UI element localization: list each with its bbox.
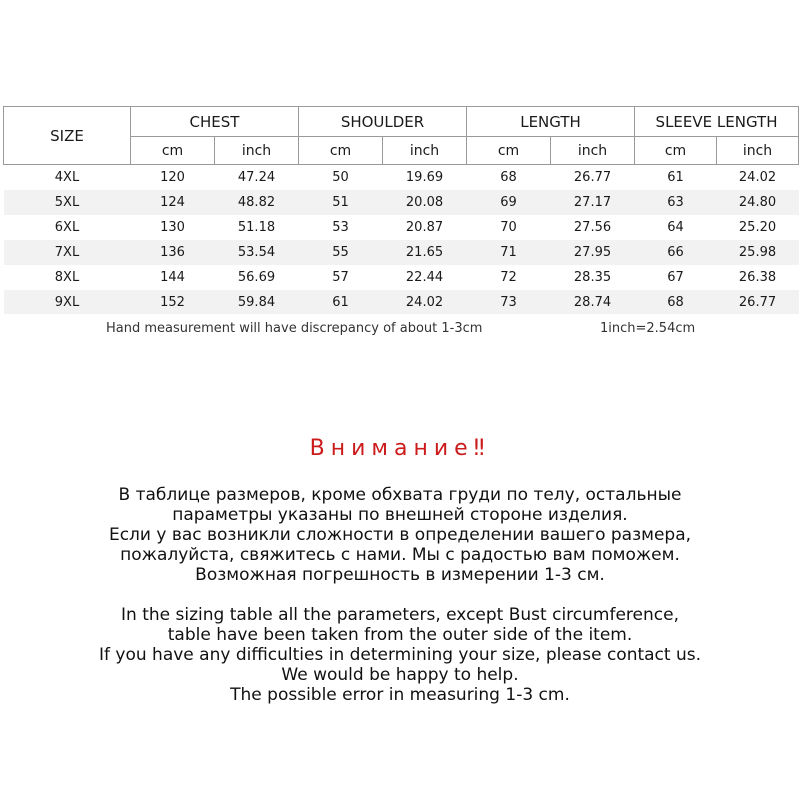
attention-heading: Внимание‼: [309, 436, 491, 461]
measurement-cell: 22.44: [405, 270, 444, 285]
measurement-cell: 51: [299, 190, 383, 215]
measurement-cell: 25.98: [717, 240, 799, 265]
size-cell: 8XL: [54, 270, 80, 285]
measurement-cell: 51.18: [237, 220, 276, 235]
measurement-cell: 19.69: [405, 170, 444, 185]
size-cell: 6XL: [54, 220, 80, 235]
measurement-cell: 66: [635, 240, 717, 265]
text-line: В таблице размеров, кроме обхвата груди по телу, остальные: [118, 485, 682, 505]
measurement-cell: 64: [667, 220, 684, 235]
text-line: Возможная погрешность в измерении 1-3 см.: [195, 565, 605, 585]
measurement-cell: 50: [332, 170, 349, 185]
length-header: LENGTH: [467, 107, 635, 137]
english-paragraph: [0, 605, 800, 705]
conversion-note: 1inch=2.54cm: [600, 321, 696, 336]
header-row-groups: [4, 107, 799, 137]
table-row: [4, 240, 799, 265]
measurement-cell: 136: [131, 240, 215, 265]
measurement-cell: 28.35: [573, 270, 612, 285]
size-cell: 5XL: [4, 190, 131, 215]
measurement-cell: 63: [635, 190, 717, 215]
measurement-cell: 71: [467, 240, 551, 265]
size-cell: 7XL: [4, 240, 131, 265]
measurement-cell: 72: [500, 270, 517, 285]
text-line: We would be happy to help.: [281, 665, 519, 685]
sleeve-length-header: SLEEVE LENGTH: [635, 107, 799, 137]
measurement-cell: 68: [635, 290, 717, 314]
table-row: [4, 265, 799, 290]
measurement-cell: 27.56: [573, 220, 612, 235]
size-cell: 9XL: [4, 290, 131, 314]
measurement-cell: 20.08: [383, 190, 467, 215]
measurement-cell: 53: [332, 220, 349, 235]
measurement-cell: 67: [667, 270, 684, 285]
chest-header: CHEST: [131, 107, 299, 137]
size-table-body: [4, 165, 799, 315]
measurement-cell: 70: [500, 220, 517, 235]
unit-header: inch: [215, 137, 299, 165]
unit-header: cm: [635, 137, 717, 165]
measurement-cell: 48.82: [215, 190, 299, 215]
measurement-cell: 24.02: [383, 290, 467, 314]
text-line: If you have any difficulties in determining your size, please contact us.: [99, 645, 701, 665]
measurement-cell: 124: [131, 190, 215, 215]
size-chart-table: [3, 106, 799, 314]
measurement-cell: 47.24: [237, 170, 276, 185]
measurement-cell: 59.84: [215, 290, 299, 314]
measurement-cell: 28.74: [551, 290, 635, 314]
measurement-cell: 25.20: [738, 220, 777, 235]
shoulder-header: SHOULDER: [299, 107, 467, 137]
size-cell: 4XL: [54, 170, 80, 185]
unit-header: inch: [717, 137, 799, 165]
text-line: пожалуйста, свяжитесь с нами. Мы с радостью вам поможем.: [120, 545, 680, 565]
measurement-cell: 56.69: [237, 270, 276, 285]
measurement-cell: 73: [467, 290, 551, 314]
measurement-cell: 26.77: [717, 290, 799, 314]
table-row: [4, 215, 799, 240]
measurement-cell: 130: [160, 220, 185, 235]
measurement-cell: 144: [160, 270, 185, 285]
measurement-cell: 24.02: [738, 170, 777, 185]
text-line: Если у вас возникли сложности в определении вашего размера,: [108, 525, 692, 545]
measurement-cell: 152: [131, 290, 215, 314]
measurement-cell: 61: [299, 290, 383, 314]
measurement-cell: 26.38: [738, 270, 777, 285]
measurement-cell: 24.80: [717, 190, 799, 215]
table-row: [4, 190, 799, 215]
measurement-cell: 26.77: [573, 170, 612, 185]
text-line: The possible error in measuring 1-3 cm.: [230, 685, 570, 705]
measurement-cell: 27.17: [551, 190, 635, 215]
measurement-cell: 120: [160, 170, 185, 185]
discrepancy-note: Hand measurement will have discrepancy of about 1-3cm: [106, 321, 483, 336]
measurement-cell: 68: [500, 170, 517, 185]
text-line: In the sizing table all the parameters, except Bust circumference,: [121, 605, 679, 625]
measurement-cell: 21.65: [383, 240, 467, 265]
text-line: table have been taken from the outer side of the item.: [167, 625, 633, 645]
measurement-cell: 69: [467, 190, 551, 215]
measurement-cell: 53.54: [215, 240, 299, 265]
unit-header: cm: [467, 137, 551, 165]
measurement-cell: 57: [332, 270, 349, 285]
unit-header: cm: [299, 137, 383, 165]
table-row: [4, 165, 799, 191]
measurement-cell: 61: [667, 170, 684, 185]
unit-header: cm: [131, 137, 215, 165]
measurement-cell: 55: [299, 240, 383, 265]
measurement-cell: 27.95: [551, 240, 635, 265]
measurement-cell: 20.87: [405, 220, 444, 235]
unit-header: inch: [383, 137, 467, 165]
size-header: SIZE: [4, 107, 131, 165]
table-row: [4, 290, 799, 314]
unit-header: inch: [551, 137, 635, 165]
russian-paragraph: [0, 485, 800, 585]
text-line: параметры указаны по внешней стороне изделия.: [172, 505, 628, 525]
